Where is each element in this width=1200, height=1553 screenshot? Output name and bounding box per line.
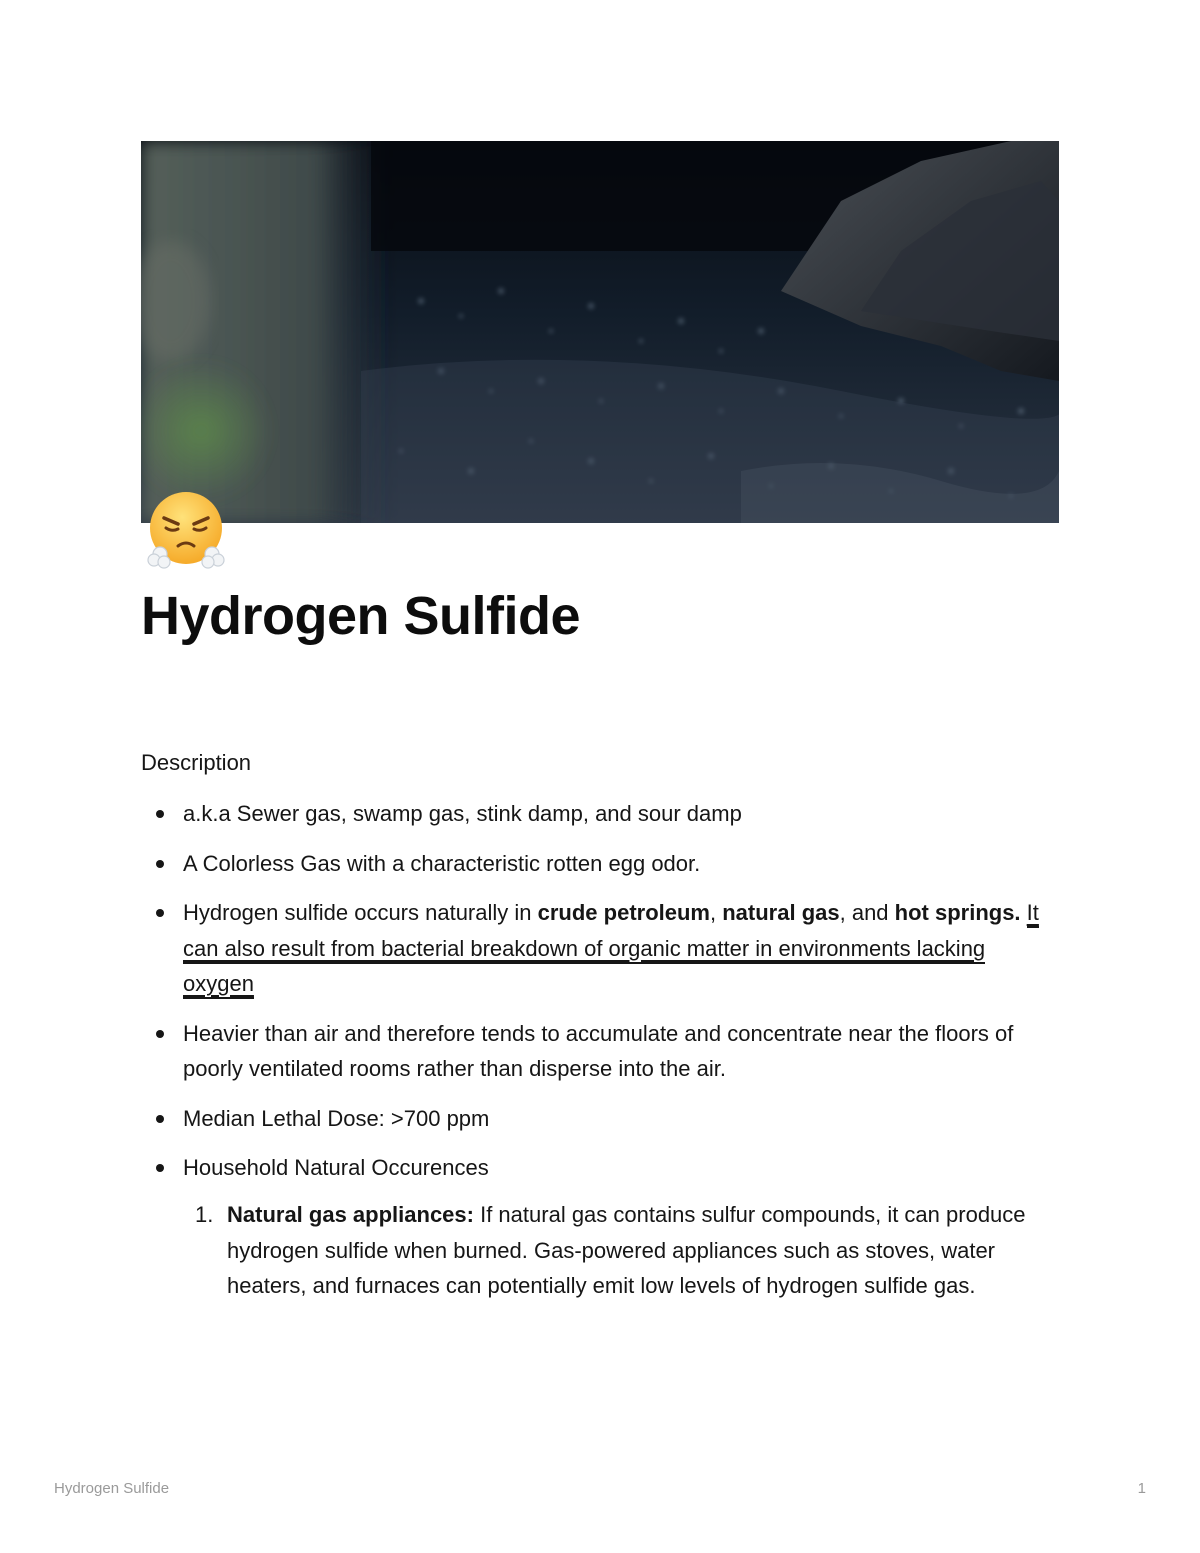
numbered-item bbox=[141, 1197, 1061, 1304]
underlined-text: It can also result from bacterial breakdown of organic matter in environments lacking oxygen bbox=[183, 900, 1039, 999]
bold-term-hot-springs: hot springs. bbox=[894, 900, 1021, 925]
cover-image bbox=[141, 141, 1059, 523]
list-item bbox=[141, 1150, 1061, 1186]
list-item bbox=[141, 1101, 1061, 1137]
list-item-text: Median Lethal Dose: >700 ppm bbox=[183, 1105, 490, 1131]
section-label: Description bbox=[141, 750, 252, 775]
list-item bbox=[141, 846, 1061, 882]
list-item-text: Hydrogen sulfide occurs naturally in bbox=[183, 900, 538, 925]
page-title: Hydrogen Sulfide bbox=[141, 586, 581, 646]
list-item-separator: , and bbox=[839, 900, 895, 925]
list-item bbox=[141, 796, 1061, 832]
bold-term-natural-gas-appliances: Natural gas appliances: bbox=[227, 1202, 474, 1227]
bold-term-natural-gas: natural gas bbox=[722, 900, 840, 925]
list-item-text: Household Natural Occurences bbox=[183, 1155, 489, 1180]
page-number: 1 bbox=[1137, 1480, 1146, 1497]
list-item bbox=[141, 895, 1061, 1002]
item-number: 1. bbox=[195, 1202, 214, 1227]
numbered-item-text: If natural gas contains sulfur compounds, it can produce hydrogen sulfide when burned. Gas-powered appliances such as stoves, water heaters, and furnaces can potentially emit low levels of hydrogen sulfide gas. bbox=[227, 1202, 1026, 1298]
list-item-text: a.k.a Sewer gas, swamp gas, stink damp, and sour damp bbox=[183, 801, 742, 826]
list-item-text: A Colorless Gas with a characteristic rotten egg odor. bbox=[183, 850, 701, 876]
description-list bbox=[141, 796, 1061, 1200]
occurrences-list bbox=[141, 1197, 1061, 1304]
list-item bbox=[141, 1016, 1061, 1087]
list-item-text: Heavier than air and therefore tends to accumulate and concentrate near the floors of poorly ventilated rooms rather than disperse into the air. bbox=[183, 1020, 1014, 1081]
list-item-separator bbox=[1021, 900, 1027, 925]
bold-term-crude-petroleum: crude petroleum bbox=[537, 900, 710, 925]
cover-image-graphic bbox=[141, 141, 1059, 523]
list-item-separator: , bbox=[710, 900, 723, 925]
footer-title: Hydrogen Sulfide bbox=[54, 1480, 170, 1497]
face-with-steam-icon bbox=[144, 488, 228, 572]
